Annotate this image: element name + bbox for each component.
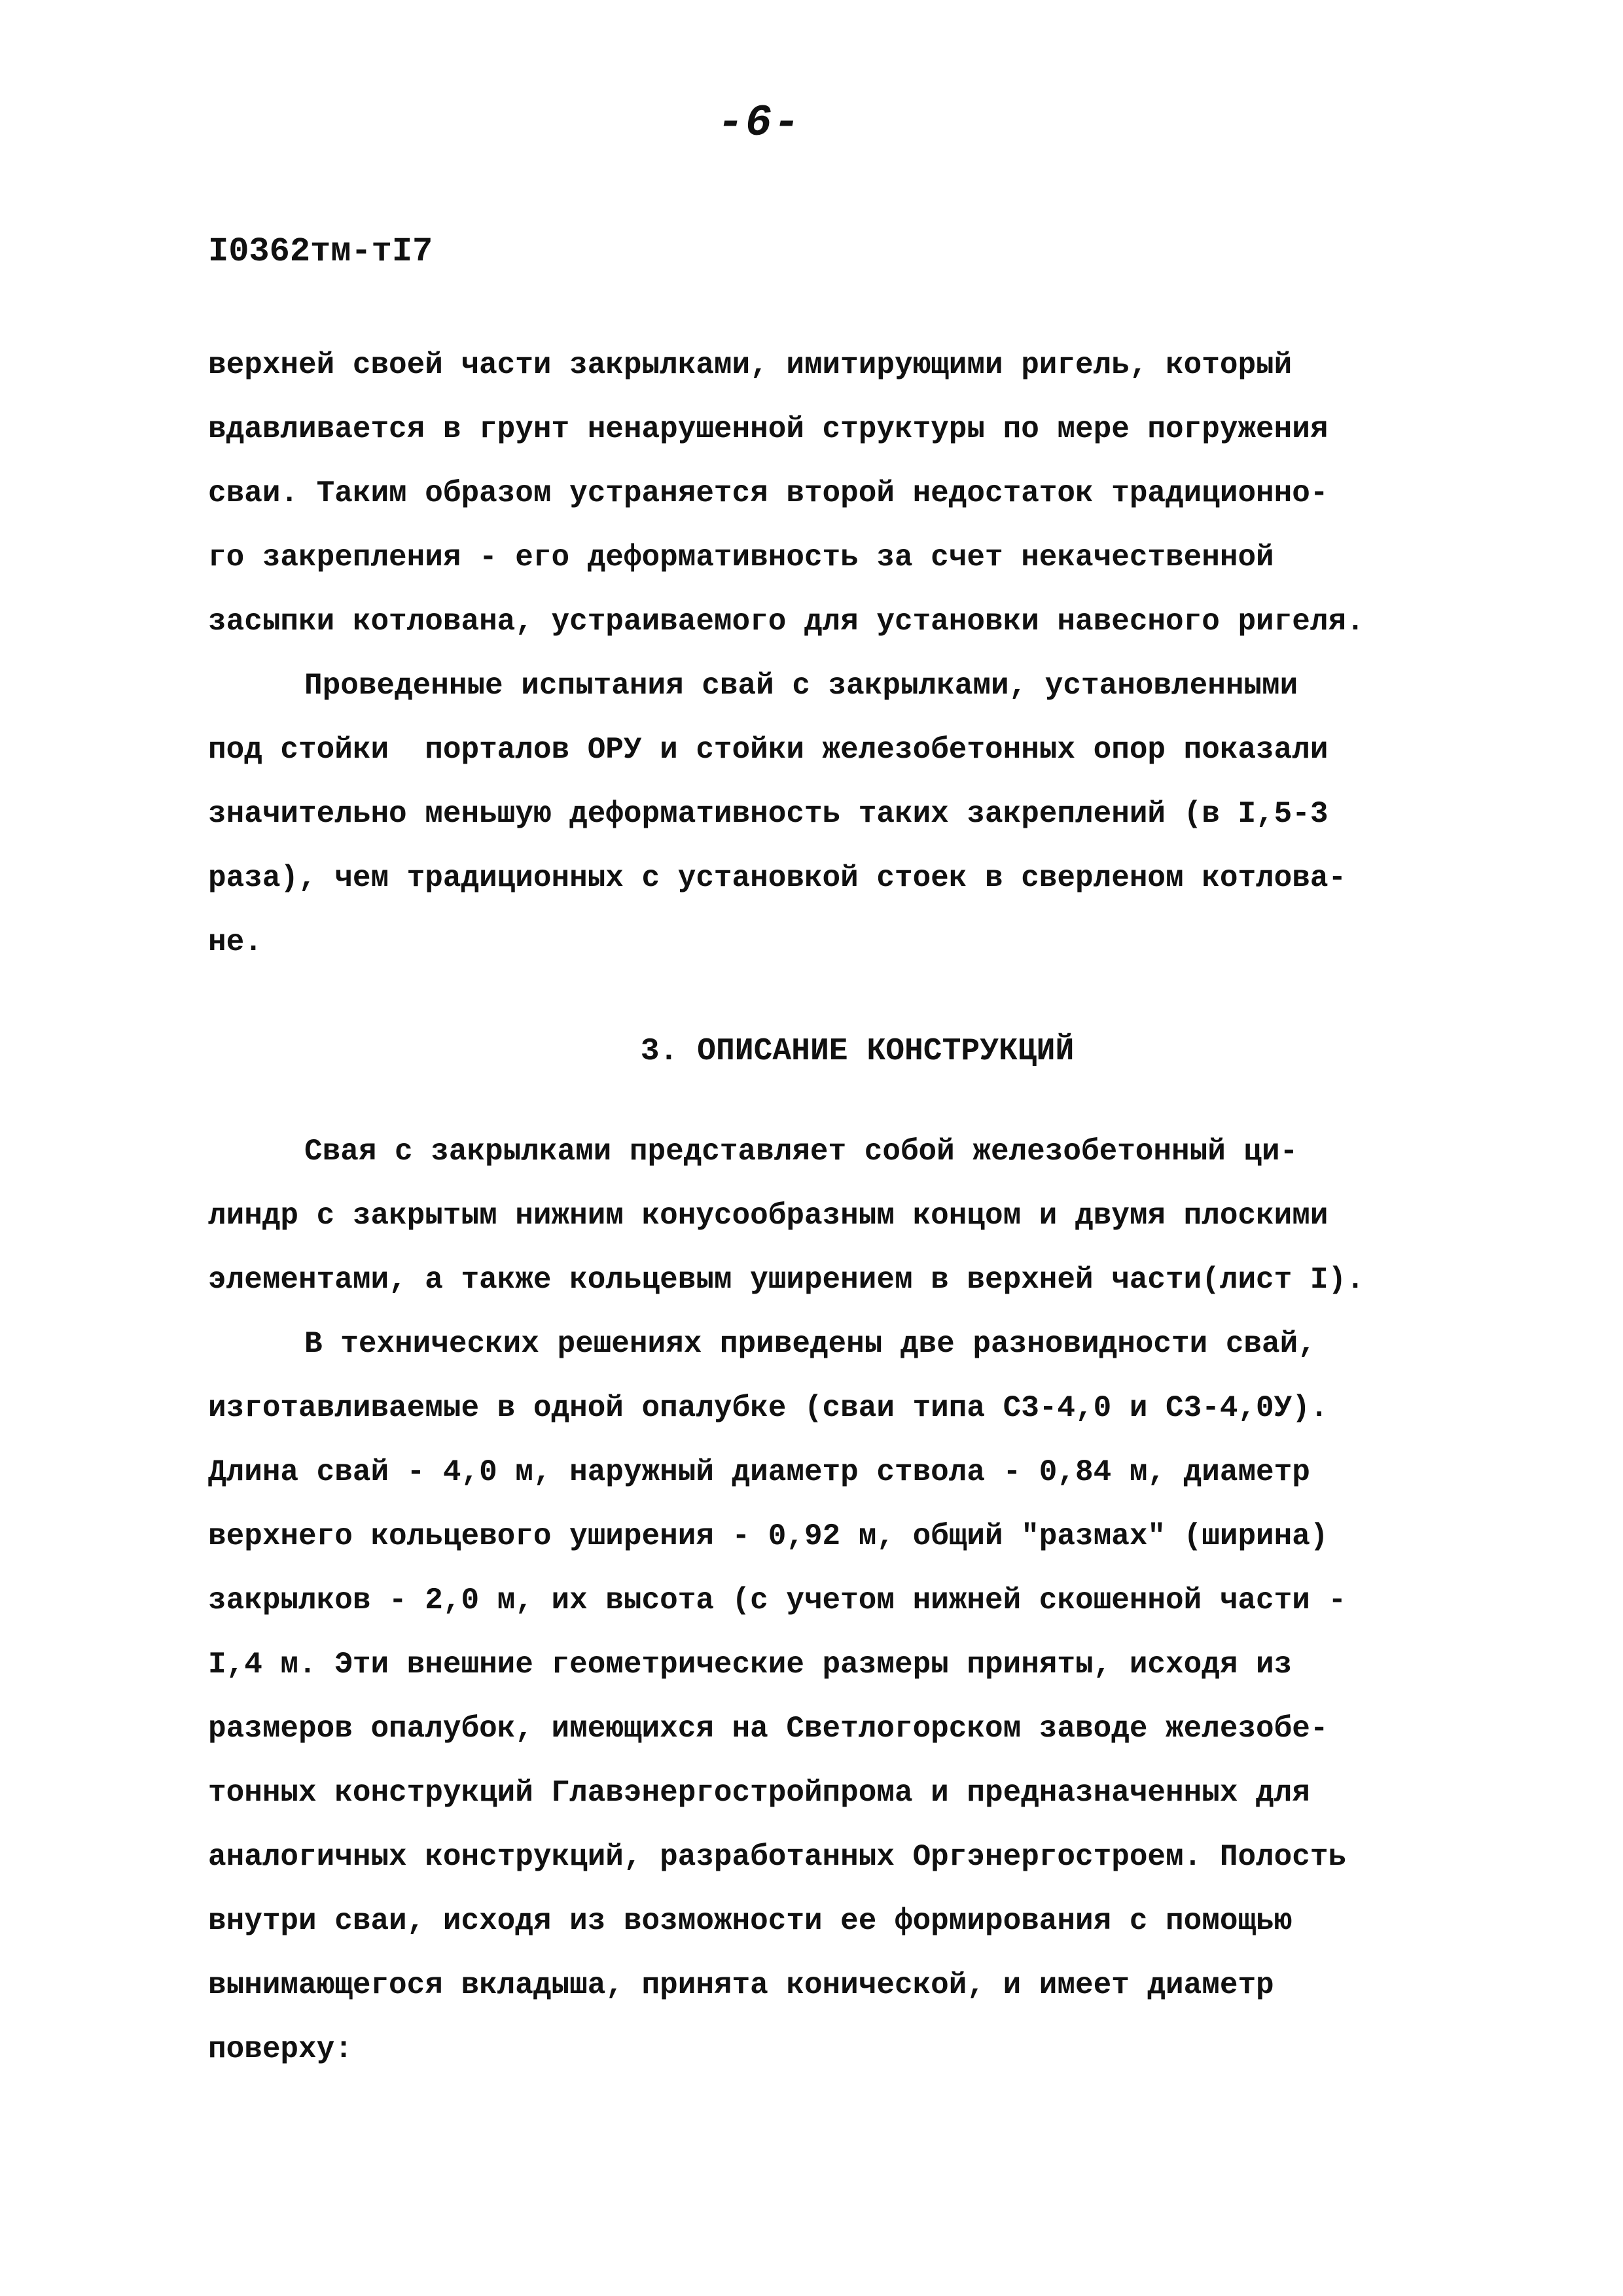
paragraph-4-line: В технических решениях приведены две разновидности свай, xyxy=(304,1327,1316,1361)
paragraph-2-line: не. xyxy=(208,925,262,959)
paragraph-1-line: верхней своей части закрылками, имитирующими ригель, который xyxy=(208,348,1293,382)
paragraph-4-line: внутри сваи, исходя из возможности ее формирования с помощью xyxy=(208,1904,1293,1938)
paragraph-4-line: закрылков - 2,0 м, их высота (с учетом нижней скошенной части - xyxy=(208,1583,1347,1617)
paragraph-4-line: размеров опалубок, имеющихся на Светлогорском заводе железобе- xyxy=(208,1712,1329,1746)
paragraph-4-line: поверху: xyxy=(208,2032,353,2066)
paragraph-4-line: тонных конструкций Главэнергостройпрома и предназначенных для xyxy=(208,1776,1310,1810)
paragraph-1-line: вдавливается в грунт ненарушенной структуры по мере погружения xyxy=(208,412,1329,446)
document-code: I0362тм-тI7 xyxy=(208,232,433,271)
paragraph-1-line: сваи. Таким образом устраняется второй недостаток традиционно- xyxy=(208,476,1329,510)
page-number: -6- xyxy=(717,98,802,149)
paragraph-2-line: значительно меньшую деформативность таких закреплений (в I,5-3 xyxy=(208,797,1329,831)
paragraph-3-line: элементами, а также кольцевым уширением в верхней части(лист I). xyxy=(208,1263,1364,1297)
paragraph-4-line: аналогичных конструкций, разработанных Оргэнергостроем. Полость xyxy=(208,1840,1347,1874)
paragraph-4-line: вынимающегося вкладыша, принята конической, и имеет диаметр xyxy=(208,1968,1274,2002)
paragraph-2-line: раза), чем традиционных с установкой стоек в сверленом котлова- xyxy=(208,861,1347,895)
paragraph-4-line: верхнего кольцевого уширения - 0,92 м, общий "размах" (ширина) xyxy=(208,1519,1329,1553)
paragraph-4-line: изготавливаемые в одной опалубке (сваи типа С3-4,0 и С3-4,0У). xyxy=(208,1391,1329,1425)
paragraph-1-line: го закрепления - его деформативность за счет некачественной xyxy=(208,540,1274,574)
paragraph-3-line: линдр с закрытым нижним конусообразным концом и двумя плоскими xyxy=(208,1199,1329,1233)
paragraph-3-line: Свая с закрылками представляет собой железобетонный ци- xyxy=(304,1135,1298,1169)
paragraph-1-line: засыпки котлована, устраиваемого для установки навесного ригеля. xyxy=(208,605,1364,639)
paragraph-2-line: под стойки порталов ОРУ и стойки железобетонных опор показали xyxy=(208,733,1329,767)
paragraph-4-line: Длина свай - 4,0 м, наружный диаметр ствола - 0,84 м, диаметр xyxy=(208,1455,1310,1489)
section-heading: 3. ОПИСАНИЕ КОНСТРУКЦИЙ xyxy=(640,1034,1075,1069)
paragraph-2-line: Проведенные испытания свай с закрылками, установленными xyxy=(304,669,1298,703)
paragraph-4-line: I,4 м. Эти внешние геометрические размеры приняты, исходя из xyxy=(208,1648,1293,1682)
